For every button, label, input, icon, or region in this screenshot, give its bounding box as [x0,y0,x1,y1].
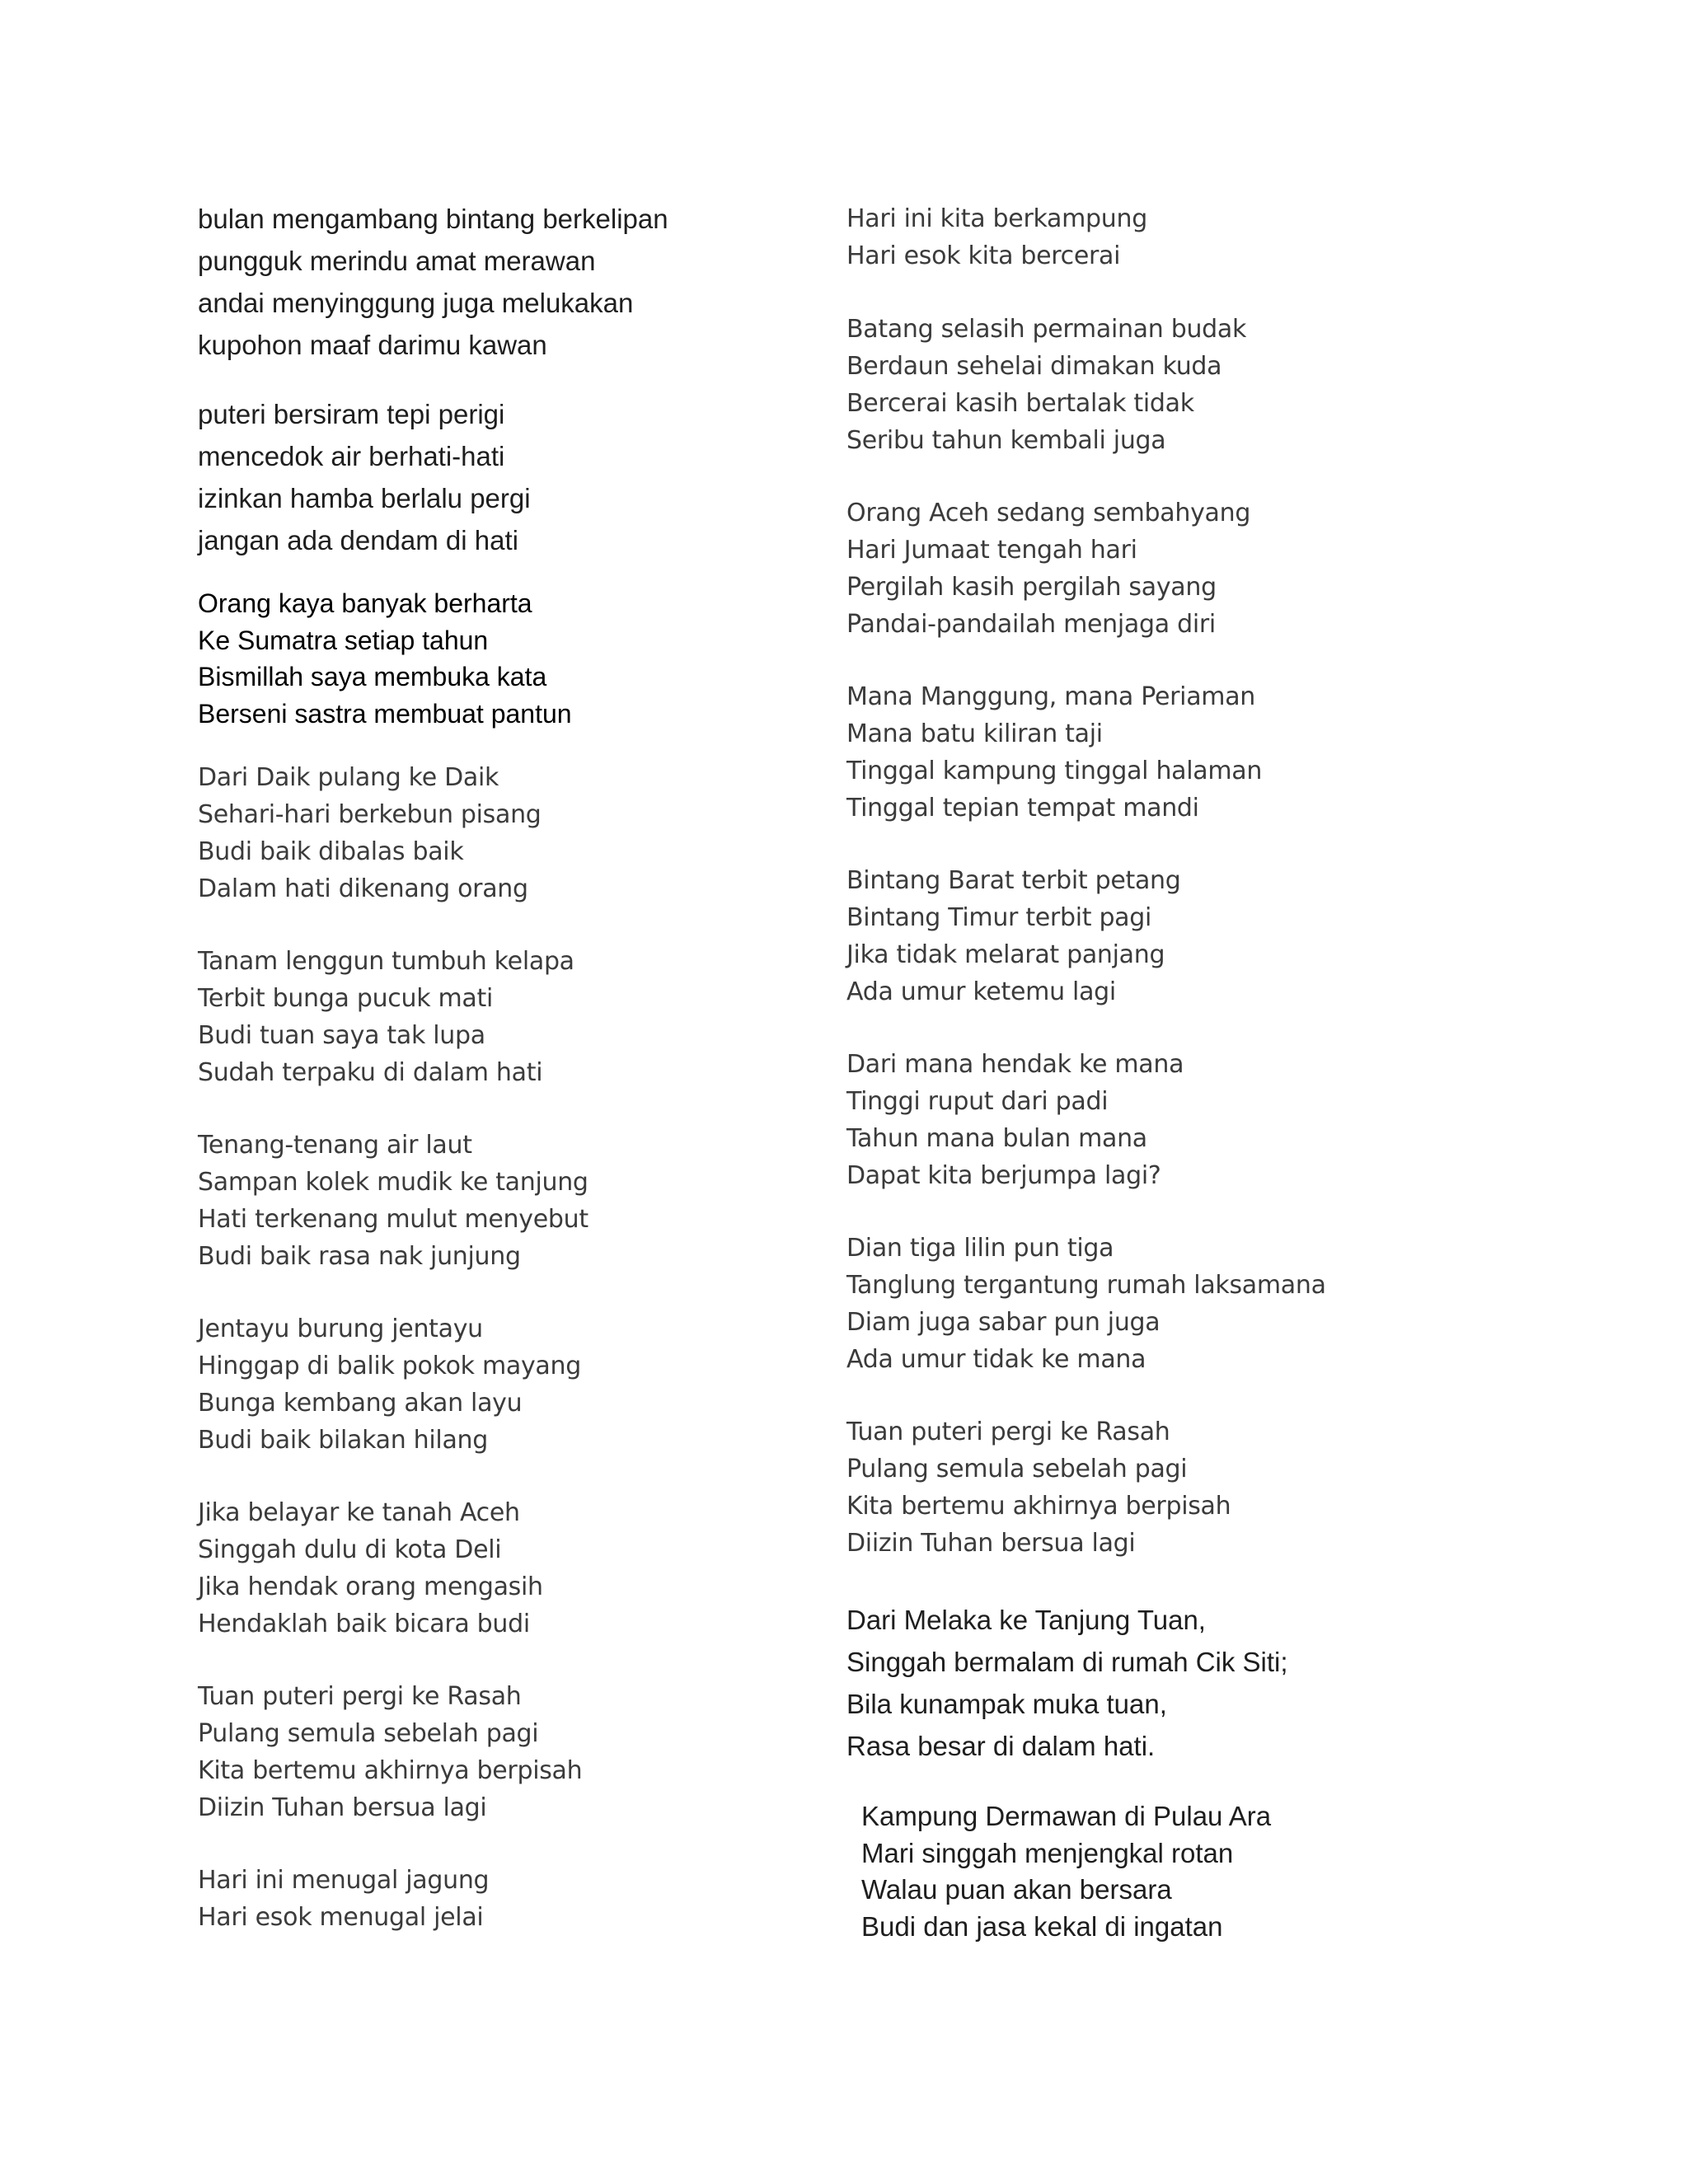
poem-line: Berdaun sehelai dimakan kuda [846,352,1222,381]
poem-line: Walau puan akan bersara [861,1874,1172,1905]
poem-line: Sudah terpaku di dalam hati [198,1058,543,1087]
poem-line: Diizin Tuhan bersua lagi [198,1793,487,1822]
poem-line: Orang kaya banyak berharta [198,588,532,618]
poem-line: Budi baik bilakan hilang [198,1426,488,1455]
poem-line: Hari ini menugal jagung [198,1866,490,1895]
poem-line: Tahun mana bulan mana [846,1124,1147,1153]
poem-line: Tanam lenggun tumbuh kelapa [198,947,574,976]
poem-line: Berseni sastra membuat pantun [198,698,572,729]
stanza [846,1046,1184,1194]
poem-line: Budi baik rasa nak junjung [198,1242,521,1271]
poem-line: Budi baik dibalas baik [198,837,464,866]
poem-line: Tanglung tergantung rumah laksamana [846,1271,1326,1300]
stanza [846,678,1262,827]
poem-line: Sehari-hari berkebun pisang [198,800,542,829]
poem-line: Hari esok kita bercerai [846,241,1121,270]
stanza [846,862,1180,1010]
poem-line: Diam juga sabar pun juga [846,1308,1160,1337]
poem-line: Hati terkenang mulut menyebut [198,1205,588,1234]
stanza [198,1678,582,1826]
stanza [198,1127,588,1275]
poem-line: Orang Aceh sedang sembahyang [846,499,1251,527]
poem-line: Seribu tahun kembali juga [846,426,1166,455]
poem-line: izinkan hamba berlalu pergi [198,483,531,513]
poem-line: kupohon maaf darimu kawan [198,330,547,360]
poem-line: Sampan kolek mudik ke tanjung [198,1168,588,1197]
poem-line: bulan mengambang bintang berkelipan [198,204,668,234]
poem-line: jangan ada dendam di hati [198,525,518,555]
poem-line: Mari singgah menjengkal rotan [861,1837,1234,1868]
stanza [198,1310,581,1459]
poem-line: Dapat kita berjumpa lagi? [846,1161,1161,1190]
poem-line: Pulang semula sebelah pagi [198,1719,539,1748]
stanza [846,1230,1326,1378]
poem-line: Hari ini kita berkampung [846,204,1147,233]
poem-line: Tinggal kampung tinggal halaman [846,757,1263,785]
poem-line: Kita bertemu akhirnya berpisah [198,1756,583,1785]
poem-line: Dian tiga lilin pun tiga [846,1234,1114,1263]
poem-line: Bintang Timur terbit pagi [846,903,1152,932]
poem-line: Rasa besar di dalam hati. [846,1731,1156,1761]
stanza [198,393,531,561]
poem-line: Singgah dulu di kota Deli [198,1535,502,1564]
stanza [198,1494,543,1643]
poem-line: Batang selasih permainan budak [846,315,1247,344]
poem-line: mencedok air berhati-hati [198,441,505,471]
poem-line: Ada umur ketemu lagi [846,977,1116,1006]
poem-line: Bintang Barat terbit petang [846,866,1181,895]
poem-line: Dalam hati dikenang orang [198,874,528,903]
poem-line: Pandai-pandailah menjaga diri [846,610,1216,639]
poem-line: Pulang semula sebelah pagi [846,1455,1188,1483]
poem-line: Jika tidak melarat panjang [846,940,1165,969]
poem-line: Diizin Tuhan bersua lagi [846,1529,1136,1558]
poem-line: Budi tuan saya tak lupa [198,1021,485,1050]
poem-line: Jika hendak orang mengasih [198,1572,543,1601]
poem-line: Hinggap di balik pokok mayang [198,1352,581,1380]
poem-line: Bunga kembang akan layu [198,1389,523,1418]
poem-line: andai menyinggung juga melukakan [198,288,634,318]
stanza [198,198,668,366]
poem-line: puteri bersiram tepi perigi [198,399,505,429]
poem-line: Dari Daik pulang ke Daik [198,763,499,792]
poem-line: Mana Manggung, mana Periaman [846,682,1256,711]
stanza [198,943,574,1091]
stanza [846,200,1147,274]
poem-line: Tinggi ruput dari padi [846,1087,1109,1116]
poem-line: Bila kunampak muka tuan, [846,1689,1167,1719]
stanza [846,311,1246,459]
poem-line: Terbit bunga pucuk mati [198,984,494,1013]
poem-line: Kita bertemu akhirnya berpisah [846,1492,1231,1521]
poem-line: Dari Melaka ke Tanjung Tuan, [846,1605,1206,1635]
poem-line: Hendaklah baik bicara budi [198,1610,530,1638]
poem-line: Ada umur tidak ke mana [846,1345,1146,1374]
poem-line: Hari Jumaat tengah hari [846,536,1137,565]
poem-line: Kampung Dermawan di Pulau Ara [861,1801,1272,1831]
poem-line: Bismillah saya membuka kata [198,662,547,691]
poem-line: Tuan puteri pergi ke Rasah [846,1418,1170,1446]
poem-line: Pergilah kasih pergilah sayang [846,573,1217,602]
stanza [861,1798,1271,1945]
poem-line: Bercerai kasih bertalak tidak [846,389,1194,418]
stanza [198,585,572,732]
poem-line: Jentayu burung jentayu [198,1315,483,1343]
poem-line: Singgah bermalam di rumah Cik Siti; [846,1647,1288,1677]
poem-line: Mana batu kiliran taji [846,719,1103,748]
poem-line: Jika belayar ke tanah Aceh [198,1498,520,1527]
stanza [846,494,1250,643]
poem-line: Dari mana hendak ke mana [846,1050,1184,1079]
stanza [846,1599,1288,1767]
poem-line: Ke Sumatra setiap tahun [198,625,489,655]
stanza [846,1413,1231,1562]
poem-line: Hari esok menugal jelai [198,1903,484,1932]
poem-line: pungguk merindu amat merawan [198,246,596,276]
poem-line: Tenang-tenang air laut [198,1131,472,1160]
poem-line: Budi dan jasa kekal di ingatan [861,1910,1223,1942]
poem-line: Tuan puteri pergi ke Rasah [198,1682,522,1711]
poem-line: Tinggal tepian tempat mandi [846,794,1199,823]
stanza [198,759,542,907]
stanza [198,1862,489,1936]
